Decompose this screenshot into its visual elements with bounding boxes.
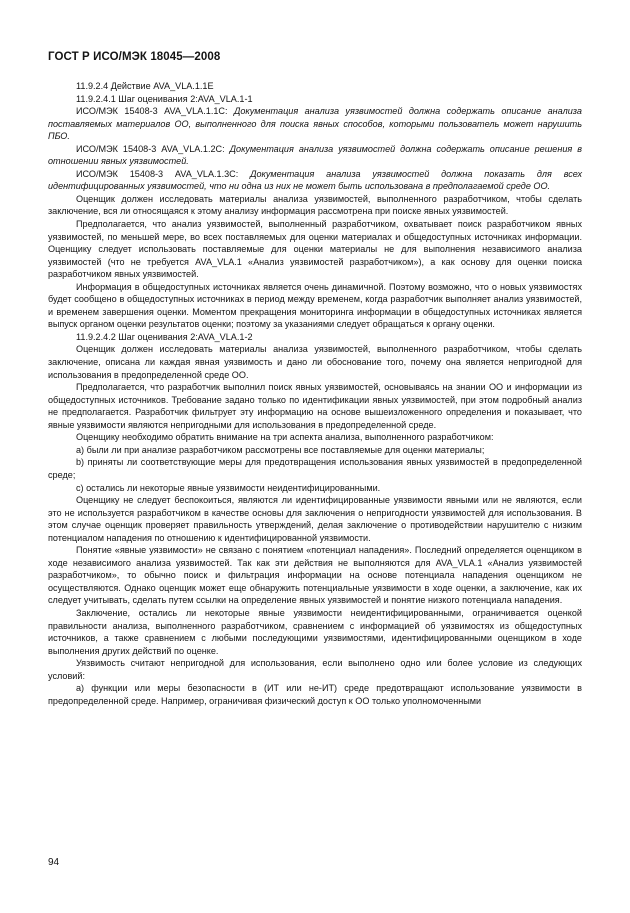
requirement-reference: ИСО/МЭК 15408-3 AVA_VLA.1.3C: [76, 168, 251, 179]
list-item: b) приняты ли соответствующие меры для предотвращения использования явных уязвимостей в предопределенной среде; [48, 457, 582, 480]
requirement-text: Документация анализа уязвимостей должна показать для всех идентифицированных уязвимостей, что ни одна из них не может быть использована в предполагаемой среде ОО. [48, 168, 582, 192]
document-header: ГОСТ Р ИСО/МЭК 18045—2008 [48, 51, 221, 63]
section-heading: 11.9.2.4.1 Шаг оценивания 2:AVA_VLA.1-1 [76, 93, 253, 104]
body-paragraph: Предполагается, что анализ уязвимостей, выполненный разработчиком, охватывает поиск разработчиком явных уязвимостей, по меньшей мере, во всех поставляемых для оценки материалах и общедоступных источниках информации. Оценщику следует использовать поставляемые для оценки материалы не для выполнения независимого анализа уязвимостей (что не требуется AVA_VLA.1 «Анализ уязвимостей разработчиком»), а как основу для оценки поиска разработчиком явных уязвимостей. [48, 219, 582, 280]
list-item: a) функции или меры безопасности в (ИТ или не-ИТ) среде предотвращают использование уязвимости в предопределенной среде. Например, ограничивая физический доступ к ОО только уполномоченными [48, 683, 582, 706]
section-heading: 11.9.2.4.2 Шаг оценивания 2:AVA_VLA.1-2 [76, 331, 253, 342]
requirement-quote [48, 105, 582, 143]
body-paragraph: Заключение, остались ли некоторые явные уязвимости неидентифицированными, ограничивается оценкой правильности анализа, выполненного разработчиком, сравнением с информацией об уязвимостях из общедоступных источников, а также сравнением с любыми последующими уязвимостями, идентифицированными оценщиком в ходе выполнения других действий по оценке. [48, 607, 582, 656]
body-paragraph: Информация в общедоступных источниках является очень динамичной. Поэтому возможно, что о новых уязвимостях будет сообщено в общедоступных источниках в период между временем, когда разработчик выполняет анализ уязвимостей, и временем завершения оценки. Моментом прекращения мониторинга информации в общедоступных источниках является выпуск органом оценки результатов оценки; поэтому за указаниями следует обращаться к органу оценки. [48, 281, 582, 330]
body-paragraph: Оценщику необходимо обратить внимание на три аспекта анализа, выполненного разработчиком: [76, 432, 494, 443]
requirement-quote [48, 168, 582, 193]
requirement-quote [48, 143, 582, 168]
document-body [48, 80, 582, 707]
requirement-text: Документация анализа уязвимостей должна содержать описание решения в отношении явных уязвимостей. [48, 143, 583, 167]
body-paragraph: Уязвимость считают непригодной для использования, если выполнено одно или более условие из следующих условий: [48, 658, 582, 681]
list-item: c) остались ли некоторые явные уязвимости неидентифицированными. [76, 482, 381, 493]
requirement-reference: ИСО/МЭК 15408-3 AVA_VLA.1.1C: [76, 106, 234, 117]
body-paragraph: Оценщик должен исследовать материалы анализа уязвимостей, выполненного разработчиком, чтобы сделать заключение, вся ли относящаяся к этому анализу информация рассмотрена при поиске явных уязвимостей. [48, 193, 582, 217]
body-paragraph: Понятие «явные уязвимости» не связано с понятием «потенциал нападения». Последний определяется оценщиком в ходе независимого анализа уязвимостей. Так как эти действия не выполняются для AVA_VLA.1 «Анализ уязвимостей разработчиком», то обычно поиск и фильтрация информации на основе потенциала нападения оценщиком не осуществляются. Однако оценщик может еще обнаружить потенциальные уязвимости в ходе оценки, а заключение, как их следует учитывать, сделать путем ссылки на определение явных уязвимостей и понятие низкого потенциала нападения. [48, 545, 582, 606]
requirement-text: Документация анализа уязвимостей должна содержать описание анализа поставляемых материалов ОО, выполненного для поиска явных способов, которыми пользователь может нарушить ПБО. [48, 106, 582, 142]
body-paragraph: Оценщику не следует беспокоиться, являются ли идентифицированные уязвимости явными или не являются, если это не используется разработчиком в качестве основы для заключения о непригодности уязвимостей для использования. В этом случае оценщик проверяет правильность утверждений, делая заключение о противодействии нарушителю с низким потенциалом нападения по отношению к идентифицированной уязвимости. [48, 495, 582, 543]
requirement-reference: ИСО/МЭК 15408-3 AVA_VLA.1.2C: [76, 143, 230, 154]
section-heading: 11.9.2.4 Действие AVA_VLA.1.1E [76, 81, 214, 91]
body-paragraph: Оценщик должен исследовать материалы анализа уязвимостей, выполненного разработчиком, чтобы сделать заключение, описана ли каждая явная уязвимость и дано ли обоснование того, почему она является непригодной для использования в предопределенной среде ОО. [48, 344, 582, 380]
body-paragraph: Предполагается, что разработчик выполнил поиск явных уязвимостей, основываясь на знании ОО и информации из общедоступных источников. Требование задано только по идентификации явных уязвимостей, при этом подробный анализ не предполагается. Разработчик фильтрует эту информацию на основе вышеизложенного определения и показывает, что явные уязвимости являются непригодными для использования в предопределенной среде. [48, 382, 582, 430]
page-number: 94 [48, 857, 60, 868]
list-item: a) были ли при анализе разработчиком рассмотрены все поставляемые для оценки материалы; [76, 444, 485, 455]
